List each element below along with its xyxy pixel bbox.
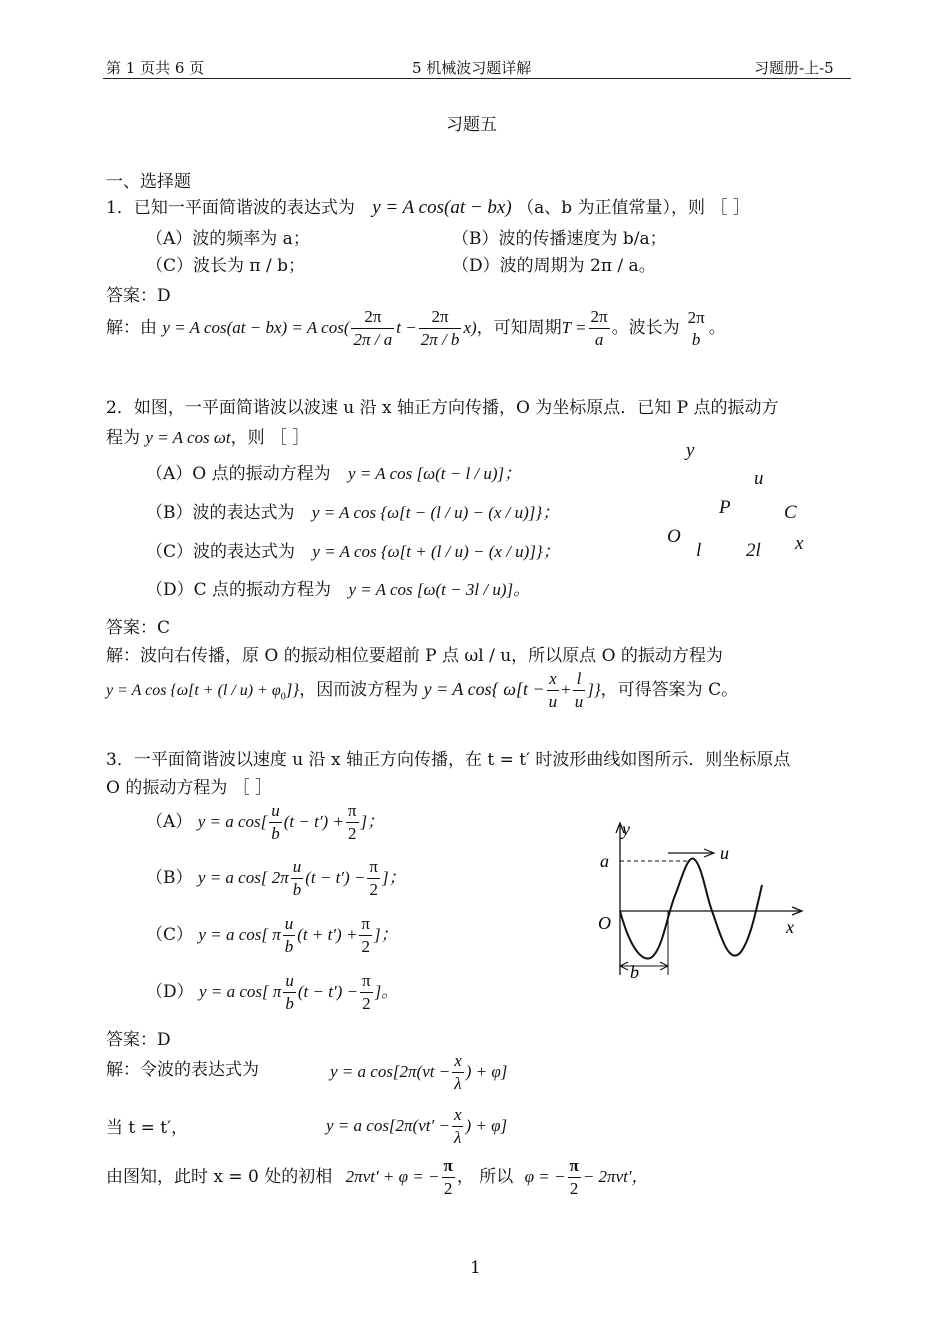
q2-fig-u-label: u [754,468,764,489]
q1-stem: 1．已知一平面简谐波的表达式为 y = A cos(at − bx) （a、b 为正值常量），则 ［ ］ [106,197,750,218]
q2-answer: 答案：C [106,618,171,638]
q2-option-c: （C）波的表达式为 y = A cos {ω[t + (l / u) − (x / u)]}； [146,542,560,562]
q3-stem-line1: 3．一平面简谐波以速度 u 沿 x 轴正方向传播，在 t = t′ 时波形曲线如图所示．则坐标原点 [106,750,791,770]
q1-answer: 答案：D [106,286,171,306]
q2-fig-l-label: l [696,540,702,561]
q3-fig-x-label: x [786,917,794,937]
q3-wave-figure [590,815,820,985]
q3-fig-o-label: O [598,913,611,933]
q1-option-c: （C）波长为 π / b； [146,256,306,276]
q2-fig-2l-label: 2l [746,540,761,561]
q1-option-d: （D）波的周期为 2π / a。 [452,256,656,276]
header-divider [103,78,851,79]
q3-solution-expr1: y = a cos[2π(νt − $\frac{x}{\lambda}$ ) + φ] [330,1051,508,1093]
page-number: 1 [470,1258,481,1278]
page-title: 习题五 [446,115,497,135]
q2-solution-line1: 解：波向右传播，原 O 的振动相位要超前 P 点 ωl / u，所以原点 O 的振动方程为 [106,646,723,666]
q1-option-b: （B）波的传播速度为 b/a； [452,229,667,249]
q2-fig-p-label: P [719,497,731,518]
q3-solution-line2: 当 t = t′， [106,1118,188,1138]
q3-wave-curve [620,859,762,959]
q2-option-a: （A）O 点的振动方程为 y = A cos [ω(t − l / u)]； [146,464,522,484]
header-page-info: 第 1 页共 6 页 [106,59,205,77]
q3-fig-a-label: a [600,851,609,871]
section-heading: 一、选择题 [106,172,191,192]
q3-fig-u-label: u [720,843,729,863]
q2-option-b: （B）波的表达式为 y = A cos {ω[t − (l / u) − (x / u)]}； [146,503,560,523]
q2-solution-line2: y = A $\cos \{\omega[t + (l / u) + \varphi_0]\}$，因而波方程为 y = A cos{ ω[t − $\frac{x}{u}$ + $\frac{l}{u}$ ]}，可得答案为 C。 [106,669,739,711]
header-booklet-ref: 习题册-上-5 [754,59,834,77]
q1-option-a: （A）波的频率为 a； [146,229,310,249]
q3-solution-line1: 解：令波的表达式为 [106,1060,259,1080]
q2-fig-c-label: C [784,502,797,523]
q2-fig-y-label: y [686,440,695,461]
q3-stem-line2: O 的振动方程为 ［ ］ [106,778,273,798]
q2-option-d: （D）C 点的振动方程为 y = A cos [ω(t − 3l / u)]。 [146,580,531,600]
q1-solution: 解：由 y = A cos(at − bx) = A cos( $\frac{2\pi}{2\pi / a}$ t − $\frac{2\pi}{2\pi / b}$ x)，可知周期T = $\frac{2\pi}{a}$ 。波长为 2π b 。 [106,307,726,349]
q2-stem-line1: 2．如图，一平面简谐波以波速 u 沿 x 轴正方向传播，O 为坐标原点．已知 P 点的振动方 [106,398,779,418]
q3-fig-b-label: b [630,962,639,982]
q3-answer: 答案：D [106,1030,171,1050]
q2-stem-line2: 程为 y = A cos ωt，则 ［ ］ [106,428,310,448]
q3-option-d: （D） y = a cos[ π $\frac{u}{b}$ (t − t′) − $\frac{\pi}{2}$ ]。 [146,971,399,1013]
q2-fig-o-label: O [667,526,681,547]
q3-option-b: （B） y = a cos[ 2π $\frac{u}{b}$ (t − t′) − $\frac{\pi}{2}$ ]； [146,857,406,899]
q3-solution-line3: 由图知，此时 x = 0 处的初相 2πνt′ + φ = − $\frac{\pi}{2}$ ， 所以 φ = − $\frac{\pi}{2}$ − 2πνt′， [106,1156,649,1198]
q3-fig-y-label: y [622,819,630,839]
q3-option-a: （A） y = a cos[ $\frac{u}{b}$ (t − t′) + $\frac{\pi}{2}$ ]； [146,801,385,843]
q3-solution-expr2: y = a cos[2π(νt′ − $\frac{x}{\lambda}$ ) + φ] [326,1105,508,1147]
header-chapter-title: 5 机械波习题详解 [412,59,532,77]
q2-fig-x-label: x [795,533,804,554]
q3-option-c: （C） y = a cos[ π $\frac{u}{b}$ (t + t′) + $\frac{\pi}{2}$ ]； [146,914,398,956]
